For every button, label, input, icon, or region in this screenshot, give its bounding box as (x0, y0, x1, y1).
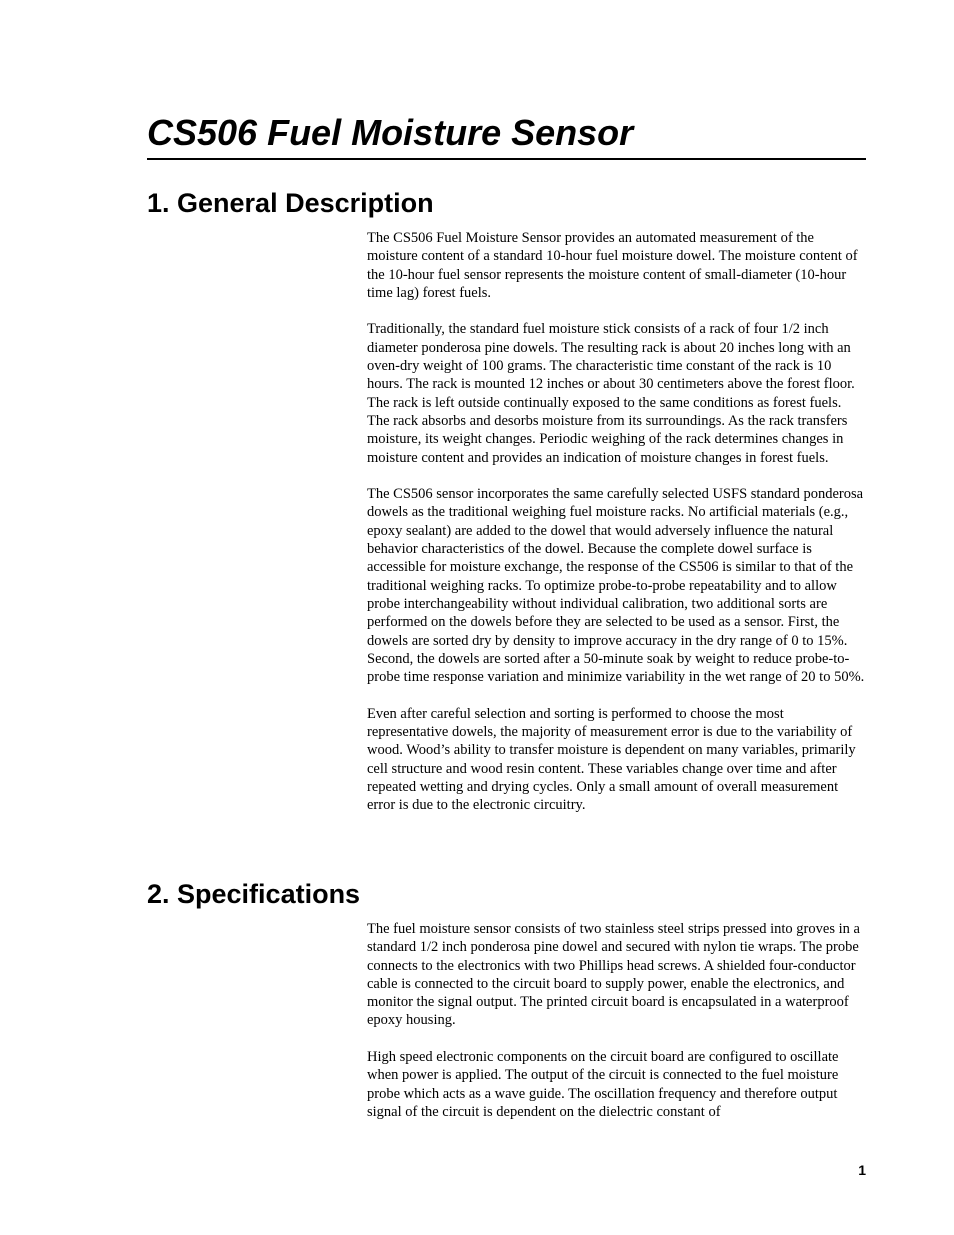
paragraph: The CS506 Fuel Moisture Sensor provides an automated measurement of the moisture content of a standard 10-hour fuel moisture dowel. The moisture content of the 10-hour fuel sensor represents the moisture content of small-diameter (10-hour time lag) forest fuels. (367, 230, 858, 301)
paragraph: Even after careful selection and sorting is performed to choose the most representative dowels, the majority of measurement error is due to the variability of wood. Wood’s ability to transfer moisture is dependent on many variables, primarily cell structure and wood resin content. These variables change over time and after repeated wetting and drying cycles. Only a small amount of overall measurement error is due to the electronic circuitry. (367, 705, 856, 814)
specifications-body (367, 920, 865, 1140)
paragraph: The fuel moisture sensor consists of two stainless steel strips pressed into groves in a standard 1/2 inch ponderosa pine dowel and secured with nylon tie wraps. The probe connects to the electronics with two Phillips head screws. A shielded four-conductor cable is connected to the circuit board to supply power, enable the electronics, and monitor the signal output. The printed circuit board is encapsulated in a waterproof epoxy housing. (367, 921, 860, 1029)
paragraph: Traditionally, the standard fuel moisture stick consists of a rack of four 1/2 inch diameter ponderosa pine dowels. The resulting rack is about 20 inches long with an oven-dry weight of 100 grams. The characteristic time constant of the rack is 10 hours. The rack is mounted 12 inches or about 30 centimeters above the forest floor. The rack is left outside continually exposed to the same conditions as forest fuels. The rack absorbs and desorbs moisture from its surroundings. As the rack transfers moisture, its weight changes. Periodic weighing of the rack determines changes in moisture content and provides an indication of moisture changes in forest fuels. (367, 321, 855, 466)
section-heading-general-description: 1. General Description (147, 188, 434, 218)
paragraph: High speed electronic components on the circuit board are configured to oscillate when power is applied. The output of the circuit is connected to the fuel moisture probe which acts as a wave guide. The oscillation frequency and therefore output signal of the circuit is dependent on the dielectric constant of (367, 1049, 839, 1120)
page-title: CS506 Fuel Moisture Sensor (147, 112, 866, 160)
paragraph: The CS506 sensor incorporates the same carefully selected USFS standard ponderosa dowels as the traditional weighing fuel moisture racks. No artificial materials (e.g., epoxy sealant) are added to the dowel that would adversely influence the natural behavior characteristics of the dowel. Because the complete dowel surface is accessible for moisture exchange, the response of the CS506 is similar to that of the traditional weighing racks. To optimize probe-to-probe repeatability and to allow probe interchangeability without individual calibration, two additional sorts are performed on the dowels before they are selected to be used as a sensor. First, the dowels are sorted dry by density to improve accuracy in the dry range of 0 to 15%. Second, the dowels are sorted after a 50-minute soak by weight to reduce probe-to-probe time response variation and minimize variability in the wet range of 20 to 50%. (367, 486, 865, 686)
section-heading-specifications: 2. Specifications (147, 879, 361, 909)
general-description-body (367, 229, 865, 833)
page-number: 1 (858, 1162, 866, 1178)
